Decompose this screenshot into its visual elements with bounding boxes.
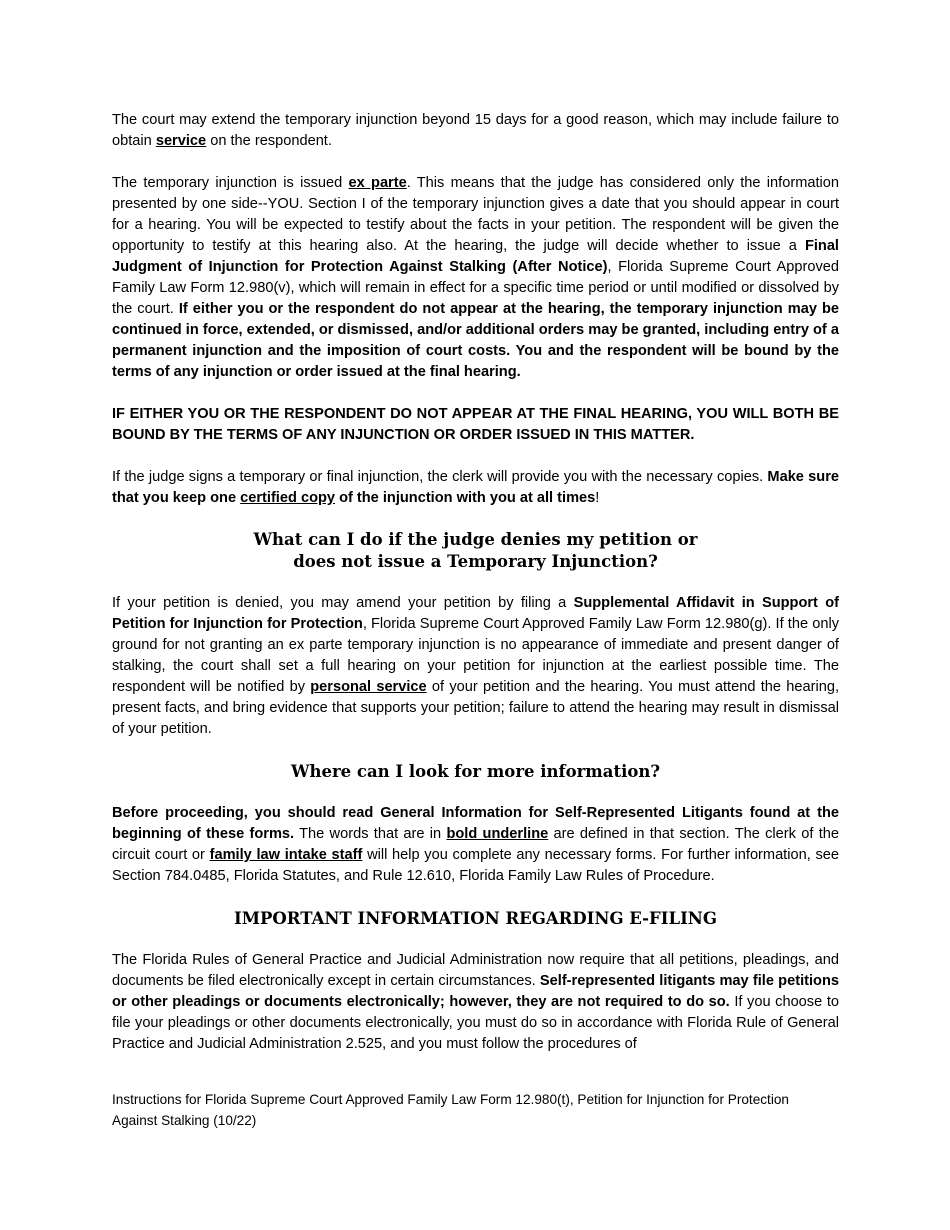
form-title-final-judgment: Final Judgment of Injunction for Protection Against Stalking (After Notice) xyxy=(112,238,839,275)
heading-more-information: Where can I look for more information? xyxy=(290,762,661,781)
paragraph-e-filing: The Florida Rules of General Practice and Judicial Administration now require that all petitions, pleadings, and documents be filed electronically except in certain circumstances. Self-represented litigants may file petitions or other pleadings or documents electronically; however, they are not required to do so. If you choose to file your pleadings or other documents electronically, you must do so in accordance with Florida Rule of General Practice and Judicial Administration 2.525, and you must follow the procedures of xyxy=(112,952,839,1052)
term-ex-parte: ex parte xyxy=(348,175,407,191)
paragraph-extension: The court may extend the temporary injunction beyond 15 days for a good reason, which may include failure to obtain service on the respondent. xyxy=(112,112,839,149)
footer-line-1: Instructions for Florida Supreme Court Approved Family Law Form 12.980(t), Petition for Injunction for Protection xyxy=(112,1092,789,1107)
term-personal-service: personal service xyxy=(310,679,427,695)
term-bold-underline: bold underline xyxy=(446,826,549,842)
paragraph-more-information: Before proceeding, you should read General Information for Self-Represented Litigants found at the beginning of these forms. The words that are in bold underline are defined in that section. The clerk of the circuit court or family law intake staff will help you complete any necessary forms. For further information, see Section 784.0485, Florida Statutes, and Rule 12.610, Florida Family Law Rules of Procedure. xyxy=(112,805,839,884)
warning-nonappearance: If either you or the respondent do not appear at the hearing, the temporary injunction may be continued in force, extended, or dismissed, and/or additional orders may be granted, including entry of a permanent injunction and the imposition of court costs. You and the respondent will be bound by the terms of any injunction or order issued at the final hearing. xyxy=(112,301,839,380)
heading-petition-denied: What can I do if the judge denies my petition or does not issue a Temporary Injunction? xyxy=(253,530,698,571)
term-service: service xyxy=(155,133,207,149)
paragraph-caps-warning: IF EITHER YOU OR THE RESPONDENT DO NOT APPEAR AT THE FINAL HEARING, YOU WILL BOTH BE BOUND BY THE TERMS OF ANY INJUNCTION OR ORDER ISSUED IN THIS MATTER. xyxy=(112,406,839,443)
term-family-law-intake-staff: family law intake staff xyxy=(209,847,363,863)
paragraph-copies: If the judge signs a temporary or final injunction, the clerk will provide you with the necessary copies. Make sure that you keep one certified copy of the injunction with you at all times! xyxy=(112,469,839,506)
paragraph-petition-denied: If your petition is denied, you may amend your petition by filing a Supplemental Affidavit in Support of Petition for Injunction for Protection, Florida Supreme Court Approved Family Law Form 12.980(g). If the only ground for not granting an ex parte temporary injunction is no appearance of immediate and present danger of stalking, the court shall set a full hearing on your petition for injunction at the earliest possible time. The respondent will be notified by personal service of your petition and the hearing. You must attend the hearing, present facts, and bring evidence that supports your petition; failure to attend the hearing may result in dismissal of your petition. xyxy=(112,595,839,737)
heading-e-filing: IMPORTANT INFORMATION REGARDING E-FILING xyxy=(234,909,717,928)
paragraph-ex-parte: The temporary injunction is issued ex parte. This means that the judge has considered only the information presented by one side--YOU. Section I of the temporary injunction gives a date that you should appear in court for a hearing. You will be expected to testify about the facts in your petition. The respondent will be given the opportunity to testify at this hearing also. At the hearing, the judge will decide whether to issue a Final Judgment of Injunction for Protection Against Stalking (After Notice), Florida Supreme Court Approved Family Law Form 12.980(v), which will remain in effect for a specific time period or until modified or dissolved by the court. If either you or the respondent do not appear at the hearing, the temporary injunction may be continued in force, extended, or dismissed, and/or additional orders may be granted, including entry of a permanent injunction and the imposition of court costs. You and the respondent will be bound by the terms of any injunction or order issued at the final hearing. xyxy=(112,175,839,380)
footer-line-2: Against Stalking (10/22) xyxy=(112,1112,257,1128)
document-body xyxy=(112,110,839,1055)
form-title-supplemental-affidavit: Supplemental Affidavit in Support of Petition for Injunction for Protection xyxy=(112,595,839,632)
term-certified-copy: certified copy xyxy=(240,490,336,506)
page-footer xyxy=(112,1090,839,1131)
